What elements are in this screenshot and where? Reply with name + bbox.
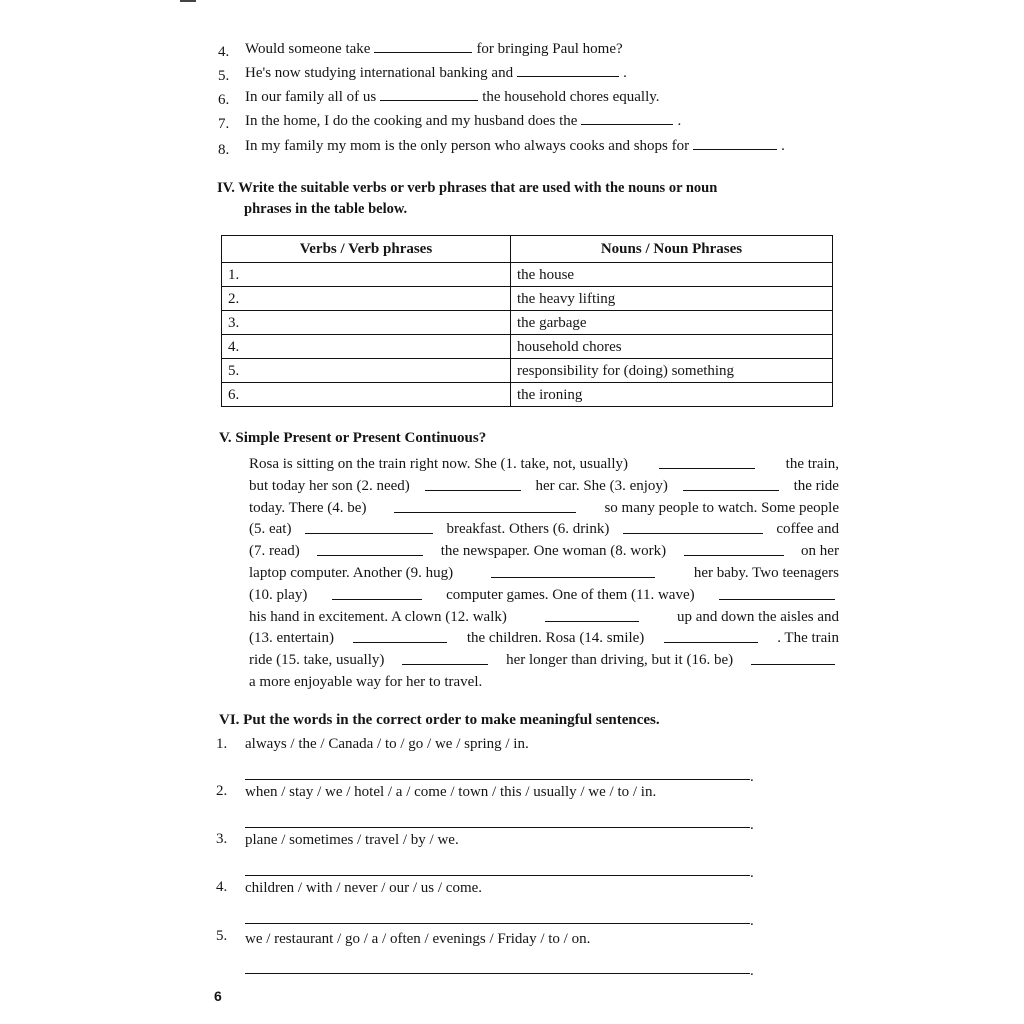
- noun-cell: the garbage: [511, 311, 833, 335]
- item-number: 3.: [216, 831, 228, 847]
- scrambled-words: always / the / Canada / to / go / we / spring / in.: [245, 736, 529, 752]
- paragraph-line: [249, 454, 839, 476]
- answer-blank-14[interactable]: [664, 628, 758, 643]
- section-6-heading: VI. Put the words in the correct order to make meaningful sentences.: [219, 712, 660, 728]
- text-segment: . The train: [777, 630, 839, 647]
- item-text-after: .: [623, 65, 627, 81]
- fill-in-item-7: [245, 110, 681, 131]
- answer-blank-6[interactable]: [623, 519, 763, 534]
- verbs-nouns-table: [221, 235, 833, 407]
- item-number: 1.: [216, 736, 228, 752]
- verb-cell[interactable]: 3.: [222, 311, 511, 335]
- fill-in-item-6: [245, 86, 660, 107]
- text-segment: on her: [801, 543, 839, 560]
- noun-cell: the ironing: [511, 383, 833, 407]
- section-4-heading-cont: phrases in the table below.: [244, 201, 408, 217]
- text-segment: the train,: [785, 456, 839, 472]
- text-segment: computer games. One of them (11. wave): [446, 586, 695, 603]
- section-5-paragraph: [249, 454, 839, 694]
- paragraph-line: [249, 563, 839, 585]
- fill-in-item-5: [245, 62, 627, 83]
- verb-cell[interactable]: 6.: [222, 383, 511, 407]
- answer-blank-7[interactable]: [317, 541, 423, 556]
- text-segment: (7. read): [249, 543, 300, 560]
- item-text-before: Would someone take: [245, 41, 371, 57]
- table-row: [222, 287, 833, 311]
- paragraph-line: [249, 519, 839, 541]
- text-segment: his hand in excitement. A clown (12. walk): [249, 608, 507, 625]
- item-number: 4.: [218, 44, 230, 60]
- text-segment: ride (15. take, usually): [249, 652, 385, 669]
- answer-blank-3[interactable]: [683, 476, 779, 491]
- text-segment: (10. play): [249, 586, 308, 603]
- answer-blank[interactable]: [693, 135, 777, 150]
- text-segment: today. There (4. be): [249, 499, 367, 516]
- paragraph-line: [249, 607, 839, 629]
- answer-blank[interactable]: [581, 110, 673, 125]
- answer-line[interactable]: [245, 922, 750, 924]
- period-mark: .: [750, 963, 754, 979]
- text-segment: coffee and: [776, 521, 839, 538]
- answer-blank-2[interactable]: [425, 476, 521, 491]
- fill-in-item-8: [245, 135, 785, 156]
- answer-blank[interactable]: [374, 38, 472, 53]
- answer-blank[interactable]: [380, 86, 478, 101]
- item-text-before: In my family my mom is the only person who always cooks and shops for: [245, 138, 690, 154]
- answer-blank[interactable]: [517, 62, 619, 77]
- paragraph-line: [249, 476, 839, 498]
- text-segment: the ride: [793, 477, 839, 494]
- table-header-row: [222, 236, 833, 263]
- table-row: [222, 383, 833, 407]
- item-text-before: In our family all of us: [245, 89, 377, 105]
- text-segment: her baby. Two teenagers: [693, 564, 839, 581]
- answer-blank-1[interactable]: [659, 454, 755, 469]
- item-text-before: In the home, I do the cooking and my husband does the: [245, 113, 578, 129]
- paragraph-line: [249, 541, 839, 563]
- table-row: [222, 359, 833, 383]
- answer-line[interactable]: [245, 972, 750, 974]
- noun-cell: responsibility for (doing) something: [511, 359, 833, 383]
- text-segment: her longer than driving, but it (16. be): [506, 652, 734, 669]
- answer-blank-12[interactable]: [545, 607, 639, 622]
- item-number: 2.: [216, 783, 228, 799]
- item-text-after: .: [781, 138, 785, 154]
- table-row: [222, 335, 833, 359]
- verb-cell[interactable]: 4.: [222, 335, 511, 359]
- table-row: [222, 263, 833, 287]
- verb-cell[interactable]: 1.: [222, 263, 511, 287]
- noun-cell: the heavy lifting: [511, 287, 833, 311]
- scrambled-words: when / stay / we / hotel / a / come / town / this / usually / we / to / in.: [245, 784, 657, 800]
- answer-line[interactable]: [245, 874, 750, 876]
- answer-blank-9[interactable]: [491, 563, 655, 578]
- item-text-after: .: [677, 113, 682, 129]
- period-mark: .: [750, 865, 754, 881]
- paragraph-line: [249, 650, 839, 672]
- text-segment: Rosa is sitting on the train right now. She (1. take, not, usually): [249, 456, 628, 472]
- item-number: 5.: [216, 928, 228, 944]
- period-mark: .: [750, 913, 754, 929]
- scrambled-words: plane / sometimes / travel / by / we.: [245, 832, 459, 848]
- table-row: [222, 311, 833, 335]
- paragraph-line: [249, 498, 839, 520]
- scrambled-words: children / with / never / our / us / come.: [245, 880, 483, 896]
- noun-cell: the house: [511, 263, 833, 287]
- answer-blank-10[interactable]: [332, 585, 422, 600]
- text-segment: a more enjoyable way for her to travel.: [249, 673, 483, 690]
- text-segment: the children. Rosa (14. smile): [466, 630, 645, 647]
- answer-blank-8[interactable]: [684, 541, 784, 556]
- verb-cell[interactable]: 2.: [222, 287, 511, 311]
- text-segment: (5. eat): [249, 521, 292, 538]
- answer-line[interactable]: [245, 778, 750, 780]
- text-segment: the newspaper. One woman (8. work): [440, 543, 667, 560]
- text-segment: up and down the aisles and: [676, 608, 839, 625]
- item-number: 7.: [218, 116, 230, 132]
- page-number: 6: [214, 988, 222, 1004]
- item-number: 5.: [218, 68, 230, 84]
- answer-blank-13[interactable]: [353, 628, 447, 643]
- noun-cell: household chores: [511, 335, 833, 359]
- column-header-nouns: Nouns / Noun Phrases: [511, 236, 833, 263]
- text-segment: laptop computer. Another (9. hug): [249, 564, 454, 581]
- section-4-heading: IV. Write the suitable verbs or verb phrases that are used with the nouns or noun: [217, 180, 718, 196]
- paragraph-line: [249, 672, 839, 694]
- text-segment: breakfast. Others (6. drink): [446, 521, 610, 538]
- item-number: 4.: [216, 879, 228, 895]
- section-5-heading: V. Simple Present or Present Continuous?: [219, 430, 487, 446]
- paragraph-line: [249, 585, 839, 607]
- item-text-after: for bringing Paul home?: [476, 41, 623, 57]
- item-text-before: He's now studying international banking and: [245, 65, 514, 81]
- verb-cell[interactable]: 5.: [222, 359, 511, 383]
- answer-blank-11[interactable]: [719, 585, 835, 600]
- answer-blank-5[interactable]: [305, 519, 433, 534]
- text-segment: her car. She (3. enjoy): [535, 477, 668, 494]
- paragraph-line: [249, 628, 839, 650]
- item-text-after: the household chores equally.: [482, 89, 660, 105]
- answer-line[interactable]: [245, 826, 750, 828]
- text-segment: (13. entertain): [249, 630, 334, 647]
- fill-in-item-4: [245, 38, 623, 59]
- answer-blank-16[interactable]: [751, 650, 835, 665]
- text-segment: so many people to watch. Some people: [604, 499, 839, 516]
- scan-mark: [180, 0, 196, 2]
- item-number: 8.: [218, 142, 230, 158]
- period-mark: .: [750, 817, 754, 833]
- period-mark: .: [750, 769, 754, 785]
- answer-blank-15[interactable]: [402, 650, 488, 665]
- item-number: 6.: [218, 92, 230, 108]
- column-header-verbs: Verbs / Verb phrases: [222, 236, 511, 263]
- text-segment: but today her son (2. need): [249, 477, 410, 494]
- scrambled-words: we / restaurant / go / a / often / evenings / Friday / to / on.: [245, 931, 591, 947]
- answer-blank-4[interactable]: [394, 498, 576, 513]
